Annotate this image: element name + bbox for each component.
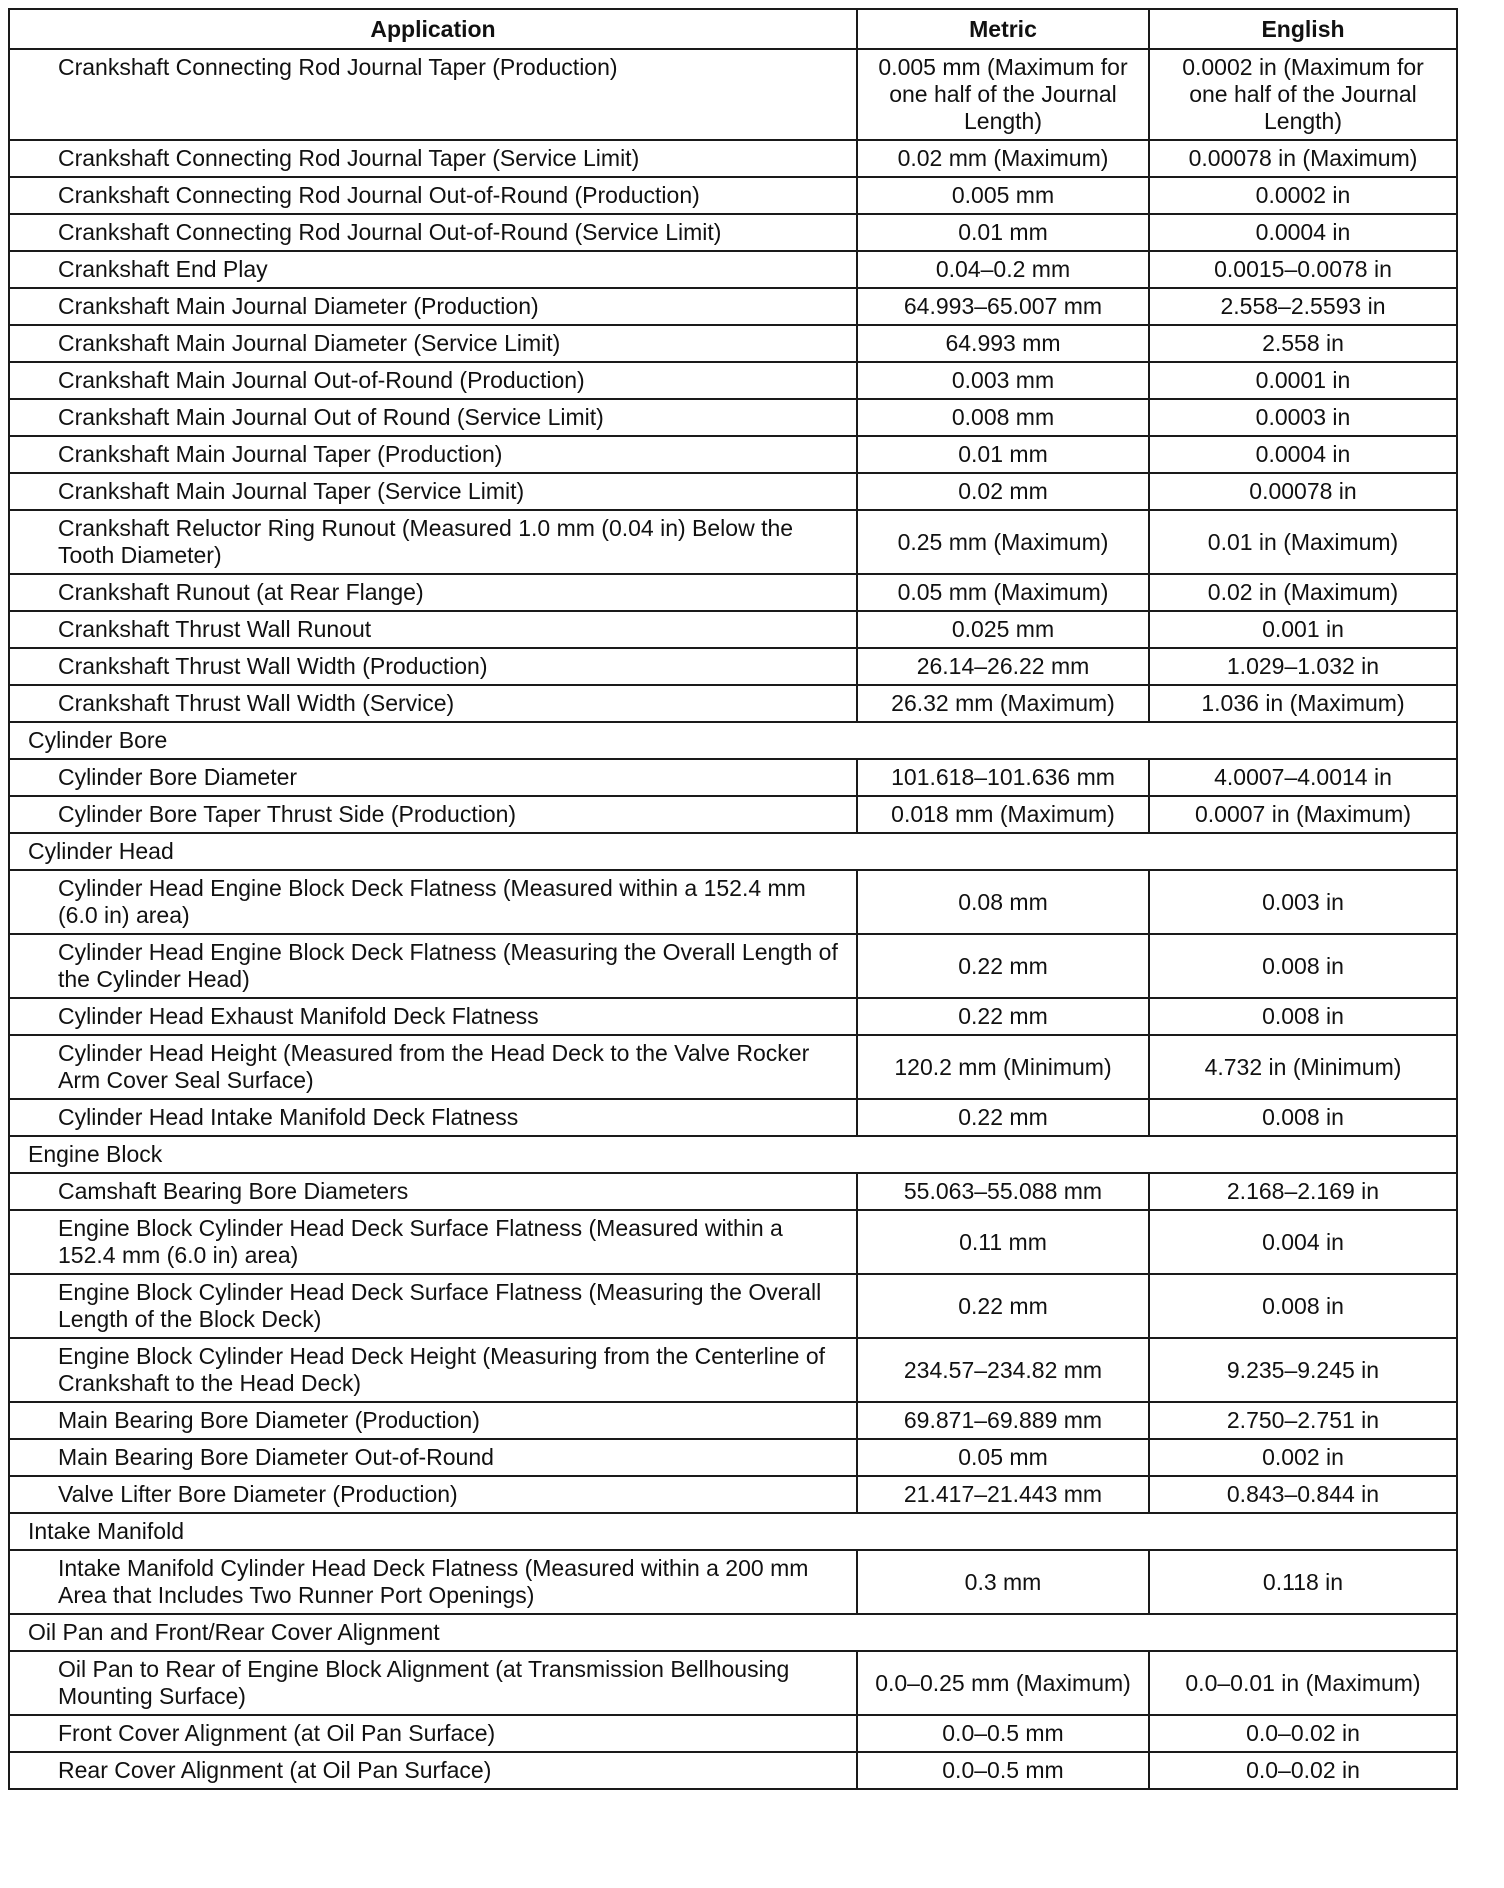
application-cell: Crankshaft End Play xyxy=(9,251,857,288)
application-cell: Main Bearing Bore Diameter Out-of-Round xyxy=(9,1439,857,1476)
application-cell: Cylinder Head Intake Manifold Deck Flatness xyxy=(9,1099,857,1136)
english-cell: 0.0007 in (Maximum) xyxy=(1149,796,1457,833)
table-row xyxy=(9,362,1457,399)
section-title: Cylinder Head xyxy=(9,833,1457,870)
table-row xyxy=(9,214,1457,251)
application-cell: Engine Block Cylinder Head Deck Surface Flatness (Measuring the Overall Length of the Block Deck) xyxy=(9,1274,857,1338)
application-cell: Valve Lifter Bore Diameter (Production) xyxy=(9,1476,857,1513)
metric-cell: 0.018 mm (Maximum) xyxy=(857,796,1149,833)
english-cell: 0.0004 in xyxy=(1149,214,1457,251)
table-row xyxy=(9,1651,1457,1715)
metric-cell: 0.11 mm xyxy=(857,1210,1149,1274)
section-header-row xyxy=(9,833,1457,870)
english-cell: 0.008 in xyxy=(1149,934,1457,998)
english-cell: 0.0–0.01 in (Maximum) xyxy=(1149,1651,1457,1715)
application-cell: Main Bearing Bore Diameter (Production) xyxy=(9,1402,857,1439)
table-row xyxy=(9,288,1457,325)
metric-cell: 0.05 mm xyxy=(857,1439,1149,1476)
metric-cell: 0.01 mm xyxy=(857,436,1149,473)
table-row xyxy=(9,685,1457,722)
metric-cell: 69.871–69.889 mm xyxy=(857,1402,1149,1439)
english-cell: 0.008 in xyxy=(1149,998,1457,1035)
section-title: Intake Manifold xyxy=(9,1513,1457,1550)
application-cell: Crankshaft Main Journal Out of Round (Service Limit) xyxy=(9,399,857,436)
metric-cell: 0.22 mm xyxy=(857,998,1149,1035)
metric-cell: 0.0–0.5 mm xyxy=(857,1715,1149,1752)
metric-cell: 0.3 mm xyxy=(857,1550,1149,1614)
metric-cell: 0.22 mm xyxy=(857,934,1149,998)
table-row xyxy=(9,648,1457,685)
table-row xyxy=(9,998,1457,1035)
header-english: English xyxy=(1149,9,1457,49)
english-cell: 1.029–1.032 in xyxy=(1149,648,1457,685)
table-row xyxy=(9,1402,1457,1439)
metric-cell: 0.02 mm (Maximum) xyxy=(857,140,1149,177)
metric-cell: 0.02 mm xyxy=(857,473,1149,510)
metric-cell: 0.01 mm xyxy=(857,214,1149,251)
application-cell: Cylinder Head Engine Block Deck Flatness (Measured within a 152.4 mm (6.0 in) area) xyxy=(9,870,857,934)
english-cell: 0.0–0.02 in xyxy=(1149,1752,1457,1789)
application-cell: Cylinder Bore Diameter xyxy=(9,759,857,796)
table-row xyxy=(9,1099,1457,1136)
metric-cell: 55.063–55.088 mm xyxy=(857,1173,1149,1210)
application-cell: Cylinder Bore Taper Thrust Side (Production) xyxy=(9,796,857,833)
table-row xyxy=(9,1338,1457,1402)
table-row xyxy=(9,796,1457,833)
application-cell: Crankshaft Thrust Wall Width (Service) xyxy=(9,685,857,722)
english-cell: 2.558–2.5593 in xyxy=(1149,288,1457,325)
table-row xyxy=(9,177,1457,214)
english-cell: 9.235–9.245 in xyxy=(1149,1338,1457,1402)
english-cell: 0.01 in (Maximum) xyxy=(1149,510,1457,574)
table-row xyxy=(9,870,1457,934)
application-cell: Crankshaft Main Journal Diameter (Production) xyxy=(9,288,857,325)
table-header-row xyxy=(9,9,1457,49)
table-row xyxy=(9,1752,1457,1789)
application-cell: Cylinder Head Height (Measured from the Head Deck to the Valve Rocker Arm Cover Seal Surface) xyxy=(9,1035,857,1099)
english-cell: 2.558 in xyxy=(1149,325,1457,362)
english-cell: 0.02 in (Maximum) xyxy=(1149,574,1457,611)
application-cell: Crankshaft Connecting Rod Journal Taper (Service Limit) xyxy=(9,140,857,177)
english-cell: 0.002 in xyxy=(1149,1439,1457,1476)
english-cell: 0.0002 in (Maximum for one half of the Journal Length) xyxy=(1149,49,1457,140)
table-row xyxy=(9,1715,1457,1752)
section-title: Cylinder Bore xyxy=(9,722,1457,759)
section-header-row xyxy=(9,1136,1457,1173)
english-cell: 0.118 in xyxy=(1149,1550,1457,1614)
application-cell: Crankshaft Connecting Rod Journal Out-of-Round (Service Limit) xyxy=(9,214,857,251)
application-cell: Crankshaft Connecting Rod Journal Taper (Production) xyxy=(9,49,857,140)
application-cell: Crankshaft Main Journal Out-of-Round (Production) xyxy=(9,362,857,399)
application-cell: Engine Block Cylinder Head Deck Surface Flatness (Measured within a 152.4 mm (6.0 in) area) xyxy=(9,1210,857,1274)
application-cell: Crankshaft Main Journal Taper (Production) xyxy=(9,436,857,473)
section-title: Oil Pan and Front/Rear Cover Alignment xyxy=(9,1614,1457,1651)
application-cell: Front Cover Alignment (at Oil Pan Surface) xyxy=(9,1715,857,1752)
english-cell: 0.003 in xyxy=(1149,870,1457,934)
metric-cell: 234.57–234.82 mm xyxy=(857,1338,1149,1402)
english-cell: 0.001 in xyxy=(1149,611,1457,648)
section-header-row xyxy=(9,1513,1457,1550)
english-cell: 0.0004 in xyxy=(1149,436,1457,473)
metric-cell: 0.22 mm xyxy=(857,1099,1149,1136)
table-row xyxy=(9,399,1457,436)
table-row xyxy=(9,1210,1457,1274)
table-row xyxy=(9,1476,1457,1513)
english-cell: 0.0015–0.0078 in xyxy=(1149,251,1457,288)
english-cell: 0.00078 in (Maximum) xyxy=(1149,140,1457,177)
section-header-row xyxy=(9,1614,1457,1651)
application-cell: Rear Cover Alignment (at Oil Pan Surface) xyxy=(9,1752,857,1789)
metric-cell: 0.25 mm (Maximum) xyxy=(857,510,1149,574)
english-cell: 0.0002 in xyxy=(1149,177,1457,214)
metric-cell: 0.005 mm xyxy=(857,177,1149,214)
table-row xyxy=(9,1439,1457,1476)
table-row xyxy=(9,473,1457,510)
table-row xyxy=(9,574,1457,611)
table-row xyxy=(9,436,1457,473)
english-cell: 0.0–0.02 in xyxy=(1149,1715,1457,1752)
application-cell: Oil Pan to Rear of Engine Block Alignment (at Transmission Bellhousing Mounting Surface) xyxy=(9,1651,857,1715)
metric-cell: 0.003 mm xyxy=(857,362,1149,399)
metric-cell: 26.32 mm (Maximum) xyxy=(857,685,1149,722)
english-cell: 2.750–2.751 in xyxy=(1149,1402,1457,1439)
metric-cell: 0.0–0.25 mm (Maximum) xyxy=(857,1651,1149,1715)
application-cell: Cylinder Head Engine Block Deck Flatness (Measuring the Overall Length of the Cylinder Head) xyxy=(9,934,857,998)
table-row xyxy=(9,934,1457,998)
english-cell: 0.0003 in xyxy=(1149,399,1457,436)
table-body xyxy=(9,49,1457,1789)
metric-cell: 64.993 mm xyxy=(857,325,1149,362)
metric-cell: 0.05 mm (Maximum) xyxy=(857,574,1149,611)
metric-cell: 0.005 mm (Maximum for one half of the Journal Length) xyxy=(857,49,1149,140)
application-cell: Intake Manifold Cylinder Head Deck Flatness (Measured within a 200 mm Area that Includes Two Runner Port Openings) xyxy=(9,1550,857,1614)
application-cell: Crankshaft Main Journal Taper (Service Limit) xyxy=(9,473,857,510)
specifications-table xyxy=(8,8,1458,1790)
metric-cell: 120.2 mm (Minimum) xyxy=(857,1035,1149,1099)
header-application: Application xyxy=(9,9,857,49)
metric-cell: 0.0–0.5 mm xyxy=(857,1752,1149,1789)
table-row xyxy=(9,325,1457,362)
metric-cell: 0.04–0.2 mm xyxy=(857,251,1149,288)
table-row xyxy=(9,49,1457,140)
table-row xyxy=(9,1274,1457,1338)
application-cell: Crankshaft Main Journal Diameter (Service Limit) xyxy=(9,325,857,362)
application-cell: Engine Block Cylinder Head Deck Height (Measuring from the Centerline of Crankshaft to the Head Deck) xyxy=(9,1338,857,1402)
metric-cell: 26.14–26.22 mm xyxy=(857,648,1149,685)
metric-cell: 0.025 mm xyxy=(857,611,1149,648)
english-cell: 0.843–0.844 in xyxy=(1149,1476,1457,1513)
metric-cell: 101.618–101.636 mm xyxy=(857,759,1149,796)
english-cell: 0.0001 in xyxy=(1149,362,1457,399)
english-cell: 0.008 in xyxy=(1149,1099,1457,1136)
table-row xyxy=(9,510,1457,574)
header-metric: Metric xyxy=(857,9,1149,49)
english-cell: 4.732 in (Minimum) xyxy=(1149,1035,1457,1099)
english-cell: 0.00078 in xyxy=(1149,473,1457,510)
application-cell: Camshaft Bearing Bore Diameters xyxy=(9,1173,857,1210)
application-cell: Crankshaft Runout (at Rear Flange) xyxy=(9,574,857,611)
application-cell: Crankshaft Reluctor Ring Runout (Measured 1.0 mm (0.04 in) Below the Tooth Diameter) xyxy=(9,510,857,574)
english-cell: 1.036 in (Maximum) xyxy=(1149,685,1457,722)
metric-cell: 0.008 mm xyxy=(857,399,1149,436)
table-row xyxy=(9,759,1457,796)
table-row xyxy=(9,1550,1457,1614)
table-row xyxy=(9,251,1457,288)
english-cell: 0.004 in xyxy=(1149,1210,1457,1274)
english-cell: 4.0007–4.0014 in xyxy=(1149,759,1457,796)
section-header-row xyxy=(9,722,1457,759)
application-cell: Crankshaft Thrust Wall Width (Production) xyxy=(9,648,857,685)
table-row xyxy=(9,611,1457,648)
table-row xyxy=(9,1173,1457,1210)
application-cell: Crankshaft Connecting Rod Journal Out-of-Round (Production) xyxy=(9,177,857,214)
application-cell: Crankshaft Thrust Wall Runout xyxy=(9,611,857,648)
english-cell: 0.008 in xyxy=(1149,1274,1457,1338)
section-title: Engine Block xyxy=(9,1136,1457,1173)
metric-cell: 0.22 mm xyxy=(857,1274,1149,1338)
metric-cell: 64.993–65.007 mm xyxy=(857,288,1149,325)
table-row xyxy=(9,140,1457,177)
metric-cell: 0.08 mm xyxy=(857,870,1149,934)
application-cell: Cylinder Head Exhaust Manifold Deck Flatness xyxy=(9,998,857,1035)
english-cell: 2.168–2.169 in xyxy=(1149,1173,1457,1210)
table-row xyxy=(9,1035,1457,1099)
metric-cell: 21.417–21.443 mm xyxy=(857,1476,1149,1513)
